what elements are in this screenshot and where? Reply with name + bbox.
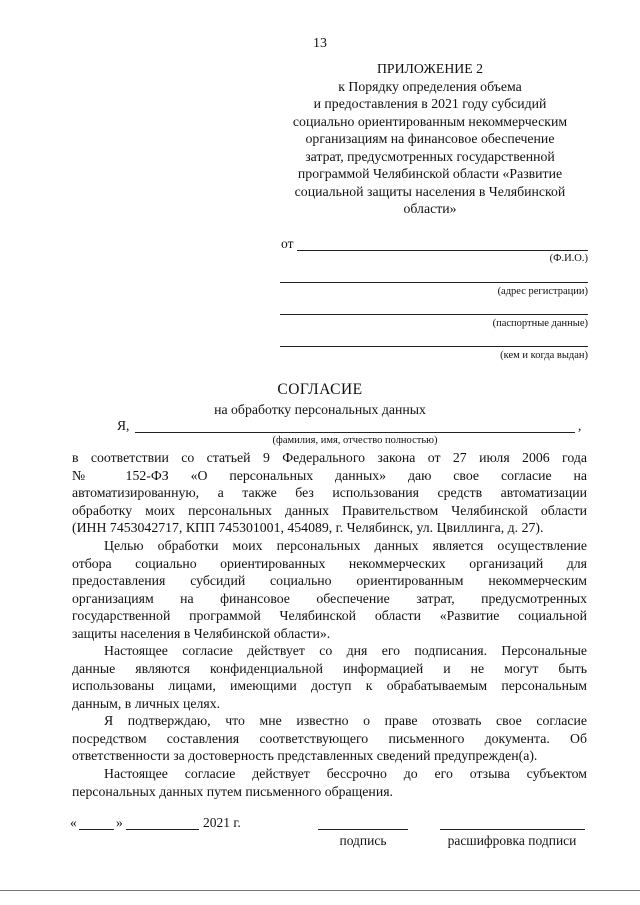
- paragraph-term: [72, 765, 587, 800]
- day-line[interactable]: [79, 829, 114, 830]
- full-name-caption: (фамилия, имя, отчество полностью): [272, 435, 438, 446]
- decoding-caption: расшифровка подписи: [447, 833, 577, 848]
- paragraph-line: Настоящее согласие действует со дня его подписания. Персональные: [104, 643, 587, 658]
- appendix-line: области»: [403, 201, 457, 216]
- appendix-line: организациям на финансовое обеспечение: [305, 131, 555, 146]
- comma: ,: [578, 418, 582, 433]
- fio-caption: (Ф.И.О.): [549, 253, 588, 264]
- paragraph-line: Я подтверждаю, что мне известно о праве отозвать свое согласие: [104, 713, 587, 728]
- year-label: 2021 г.: [203, 815, 241, 830]
- full-name-line[interactable]: [135, 432, 575, 433]
- month-line[interactable]: [126, 829, 199, 830]
- paragraph-line: данные являются конфиденциальной информацией и не могут быть: [72, 660, 587, 676]
- appendix-line: к Порядку определения объема: [338, 78, 522, 94]
- paragraph-line: № 152-ФЗ «О персональных данных» даю свое согласие на: [72, 467, 587, 483]
- date-quote-open: «: [70, 815, 77, 830]
- paragraph-line: автоматизированную, а также без использования средств автоматизации: [72, 485, 587, 501]
- from-label: от: [281, 236, 294, 251]
- i-label: Я,: [117, 418, 130, 433]
- appendix-line: затрат, предусмотренных государственной: [305, 148, 555, 164]
- paragraph-line: обработку моих персональных данных Правительством Челябинской области: [72, 502, 587, 518]
- paragraph-line: в соответствии со статьей 9 Федерального закона от 27 июля 2006 года: [72, 450, 587, 465]
- issued-line[interactable]: [280, 346, 588, 347]
- appendix-line: ПРИЛОЖЕНИЕ 2: [376, 61, 484, 76]
- paragraph-line: посредством составления соответствующего письменного документа. Об: [72, 730, 587, 746]
- page-number: 13: [313, 36, 327, 51]
- passport-line[interactable]: [280, 314, 588, 315]
- consent-subtitle: на обработку персональных данных: [214, 402, 426, 417]
- appendix-line: и предоставления в 2021 году субсидий: [313, 96, 547, 111]
- signature-caption: подпись: [339, 833, 387, 848]
- paragraph-line: персональных данных путем письменного обращения.: [72, 783, 393, 799]
- paragraph-revocation: [72, 712, 587, 765]
- paragraph-line: Целью обработки моих персональных данных является осуществление: [104, 538, 587, 553]
- address-caption: (адрес регистрации): [497, 286, 588, 297]
- paragraph-line: (ИНН 7453042717, КПП 745301001, 454089, г. Челябинск, ул. Цвиллинга, д. 27).: [72, 520, 544, 536]
- paragraph-line: предоставления субсидий социально ориентированным некоммерческим: [72, 573, 587, 589]
- signature-line[interactable]: [318, 829, 408, 830]
- paragraph-legal-basis: [72, 449, 587, 537]
- paragraph-validity: [72, 642, 587, 712]
- appendix-header: [270, 60, 590, 218]
- issued-caption: (кем и когда выдан): [500, 350, 588, 361]
- consent-title: СОГЛАСИЕ: [277, 381, 363, 398]
- paragraph-purpose: [72, 537, 587, 643]
- date-quote-close: »: [116, 815, 123, 830]
- decoding-line[interactable]: [440, 829, 585, 830]
- paragraph-line: Настоящее согласие действует бессрочно до его отзыва субъектом: [104, 766, 587, 781]
- paragraph-line: государственной программой Челябинской области «Развитие социальной: [72, 608, 587, 624]
- paragraph-line: ответственности за достоверность представленных сведений предупрежден(а).: [72, 748, 538, 764]
- appendix-line: программой Челябинской области «Развитие: [297, 166, 563, 181]
- appendix-line: социальной защиты населения в Челябинской: [294, 183, 566, 199]
- paragraph-line: использованы лицами, имеющими доступ к обрабатываемым персональным: [72, 678, 587, 694]
- paragraph-line: данным, в личных целях.: [72, 695, 221, 711]
- address-line[interactable]: [280, 282, 588, 283]
- paragraph-line: организациям на финансовое обеспечение затрат, предусмотренных: [72, 590, 587, 606]
- bottom-rule: [0, 890, 640, 891]
- paragraph-line: отбора социально ориентированных некоммерческих организаций для: [72, 555, 587, 571]
- fio-line[interactable]: [297, 250, 588, 251]
- paragraph-line: защиты населения в Челябинской области».: [72, 625, 331, 641]
- passport-caption: (паспортные данные): [492, 318, 588, 329]
- appendix-line: социально ориентированным некоммерческим: [292, 113, 568, 129]
